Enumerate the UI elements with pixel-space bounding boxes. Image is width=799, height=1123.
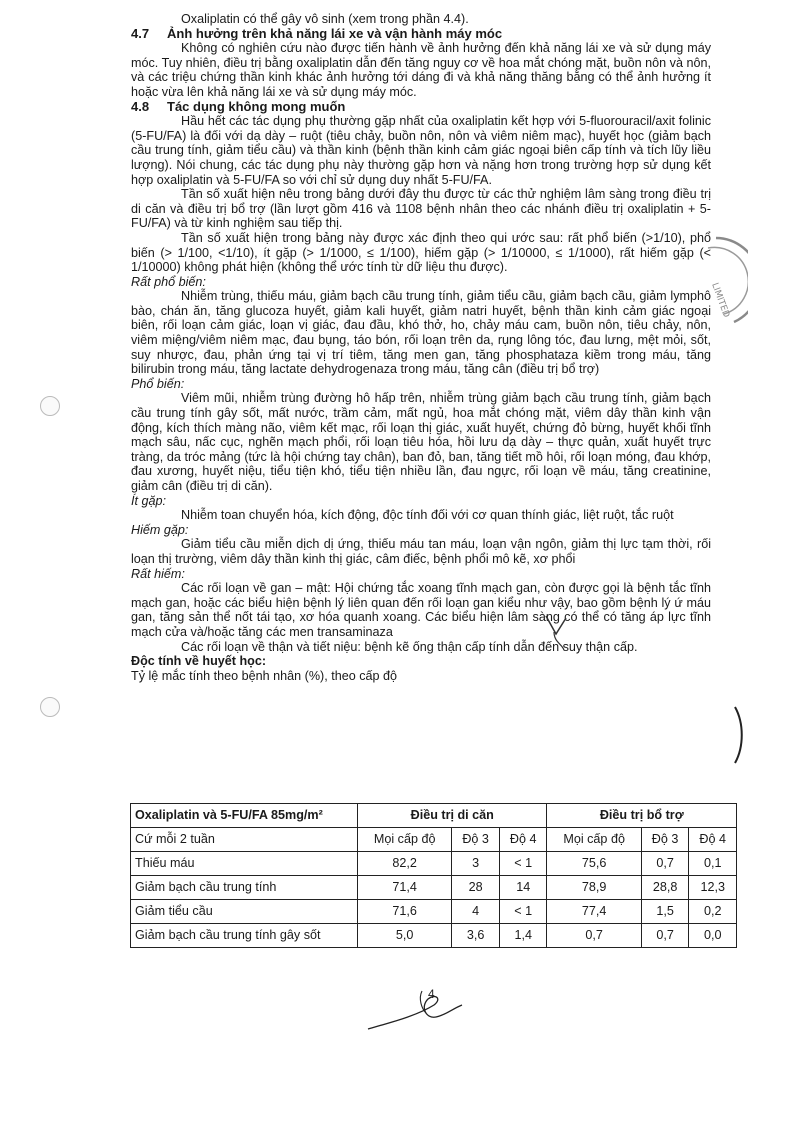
row-label: Giảm tiểu cầu bbox=[131, 900, 358, 924]
row-label: Giảm bạch cầu trung tính gây sốt bbox=[131, 924, 358, 948]
table-subheader-row bbox=[131, 828, 737, 852]
table-cell: < 1 bbox=[499, 900, 547, 924]
heading-very-common: Rất phổ biến: bbox=[131, 274, 206, 289]
table-cell: 28,8 bbox=[641, 876, 689, 900]
table-cell: 0,2 bbox=[689, 900, 737, 924]
table-row bbox=[131, 900, 737, 924]
column-header: Độ 3 bbox=[452, 828, 500, 852]
table-cell: 0,7 bbox=[547, 924, 641, 948]
paragraph-driving: Không có nghiên cứu nào được tiến hành về ảnh hưởng đến khả năng lái xe và sử dụng máy móc. Tuy nhiên, điều trị bằng oxaliplatin dẫn đến tăng nguy cơ về hoa mắt chóng mặt, buồn nôn và nôn, và các triệu chứng thần kinh khác ảnh hưởng tới dáng đi và khả năng thăng bằng có thể ảnh hưởng ít hoặc vừa lên khả năng lái xe và sử dụng máy móc. bbox=[131, 41, 711, 99]
table-cell: < 1 bbox=[499, 852, 547, 876]
stamp-text: LIMITED bbox=[709, 281, 731, 320]
heading-uncommon: Ít gặp: bbox=[131, 493, 167, 508]
section-title: Tác dụng không mong muốn bbox=[167, 98, 346, 114]
table-cell: 77,4 bbox=[547, 900, 641, 924]
hematologic-toxicity-table bbox=[130, 803, 737, 948]
section-4-8-heading bbox=[131, 100, 711, 115]
paragraph-infertility: Oxaliplatin có thể gây vô sinh (xem trong phần 4.4). bbox=[181, 12, 469, 26]
column-header: Độ 3 bbox=[641, 828, 689, 852]
list-very-rare-renal: Các rối loạn về thận và tiết niệu: bệnh kẽ ống thận cấp tính dẫn đến suy thận cấp. bbox=[181, 639, 638, 654]
table-cell: 5,0 bbox=[358, 924, 452, 948]
punch-hole-icon bbox=[40, 697, 60, 717]
punch-hole-icon bbox=[40, 396, 60, 416]
handwritten-mark-icon bbox=[540, 612, 580, 652]
table-cell: 0,1 bbox=[689, 852, 737, 876]
column-group-metastatic: Điều trị di căn bbox=[358, 804, 547, 828]
paragraph-frequency-source: Tần số xuất hiện nêu trong bảng dưới đây thu được từ các thử nghiệm lâm sàng trong điều trị di căn và điều trị bổ trợ (lần lượt gồm 416 và 1108 bệnh nhân theo các nhánh điều trị oxaliplatin + 5-FU/FA) và từ kinh nghiệm sau tiếp thị. bbox=[131, 187, 711, 231]
body-text bbox=[131, 12, 711, 683]
table-cell: 4 bbox=[452, 900, 500, 924]
row-label: Thiếu máu bbox=[131, 852, 358, 876]
table-row bbox=[131, 924, 737, 948]
table-row bbox=[131, 876, 737, 900]
section-number: 4.8 bbox=[131, 98, 150, 114]
list-rare: Giảm tiểu cầu miễn dịch dị ứng, thiếu máu tan máu, loạn vận ngôn, giảm thị lực tạm thời, rối loạn thị trường, viêm dây thần kinh thị giác, câm điếc, bệnh phổi mô kẽ, xơ phổi bbox=[131, 537, 711, 566]
list-common: Viêm mũi, nhiễm trùng đường hô hấp trên, nhiễm trùng giảm bạch cầu trung tính, giảm bạch cầu trung tính gây sốt, mất nước, trầm cảm, mất ngủ, hoa mắt chóng mặt, viêm dây thần kinh vận động, kích thích màng não, viêm kết mạc, rối loạn thị giác, xuất huyết, chứng đỏ bừng, huyết khối tĩnh mạch sâu, nấc cục, nghẽn mạch phổi, rối loạn tiêu hóa, hồi lưu dạ dày – thực quản, xuất huyết trực tràng, da tróc mảng (tức là hội chứng tay chân), ban đỏ, ban, tăng tiết mồ hôi, rối loạn móng, đau khớp, đau xương, huyết niệu, tiểu tiện khó, tiểu tiện nhiều lần, đau ngực, rối loạn về máu, tăng creatinine, giảm cân (điều trị di căn). bbox=[131, 391, 711, 493]
table-cell: 0,7 bbox=[641, 924, 689, 948]
table-cell: 1,5 bbox=[641, 900, 689, 924]
heading-rare: Hiếm gặp: bbox=[131, 522, 189, 537]
table-cell: 0,7 bbox=[641, 852, 689, 876]
list-very-rare-hepatic: Các rối loạn về gan – mật: Hội chứng tắc xoang tĩnh mạch gan, còn được gọi là bệnh tắc tĩnh mạch gan, hoặc các biểu hiện bệnh lý liên quan đến rối loạn gan kiểu như vậy, bao gồm bệnh lý ứ máu gan, tăng sản thể nốt tái tạo, xơ hóa quanh xoang. Các biểu hiện lâm sàng có thể có tăng áp lực tĩnh mạch cửa và/hoặc tăng các men transaminaza bbox=[131, 581, 711, 639]
column-header: Mọi cấp độ bbox=[547, 828, 641, 852]
table-cell: 3 bbox=[452, 852, 500, 876]
table-cell: 0,0 bbox=[689, 924, 737, 948]
row-label: Giảm bạch cầu trung tính bbox=[131, 876, 358, 900]
signature-icon bbox=[366, 985, 466, 1035]
paragraph-frequency-convention: Tần số xuất hiện trong bảng này được xác định theo qui ước sau: rất phổ biến (>1/10), phổ biến (> 1/100, <1/10), ít gặp (> 1/1000, ≤ 1/100), hiếm gặp (> 1/10000, ≤ 1/1000), rất hiếm gặp (< 1/10000) không phát hiện (không thể ước tính từ dữ liệu thu được). bbox=[131, 230, 711, 275]
margin-bracket-icon bbox=[732, 705, 746, 765]
table-row bbox=[131, 852, 737, 876]
table-cell: 71,6 bbox=[358, 900, 452, 924]
table-cell: 75,6 bbox=[547, 852, 641, 876]
paragraph-adverse-intro: Hầu hết các tác dụng phụ thường gặp nhất của oxaliplatin kết hợp với 5-fluorouracil/axit folinic (5-FU/FA) là đối với dạ dày – ruột (tiêu chảy, buồn nôn, nôn và viêm niêm mạc), huyết học (giảm bạch cầu trung tính, giảm tiểu cầu) và thần kinh (bệnh thần kinh cảm giác ngoại biên cấp tính và tích lũy liều lượng). Nói chung, các tác dụng phụ này thường gặp hơn và nặng hơn trong trường hợp sử dụng kết hợp oxaliplatin và 5-FU/FA so với chỉ sử dụng duy nhất 5-FU/FA. bbox=[131, 114, 711, 187]
company-stamp-icon bbox=[668, 234, 748, 330]
table-cell: 12,3 bbox=[689, 876, 737, 900]
page-number: 4 bbox=[428, 987, 435, 1001]
column-header: Độ 4 bbox=[499, 828, 547, 852]
table-cell: 1,4 bbox=[499, 924, 547, 948]
table-cell: 3,6 bbox=[452, 924, 500, 948]
heading-very-rare: Rất hiếm: bbox=[131, 566, 185, 581]
table-cell: 78,9 bbox=[547, 876, 641, 900]
section-number: 4.7 bbox=[131, 25, 150, 41]
section-4-7-heading bbox=[131, 27, 711, 42]
section-title: Ảnh hưởng trên khả năng lái xe và vận hành máy móc bbox=[167, 25, 503, 41]
column-header: Độ 4 bbox=[689, 828, 737, 852]
table-cell: 82,2 bbox=[358, 852, 452, 876]
table-corner-header: Oxaliplatin và 5-FU/FA 85mg/m² bbox=[131, 804, 358, 828]
table-header-row bbox=[131, 804, 737, 828]
heading-hematologic-toxicity: Độc tính về huyết học: bbox=[131, 654, 267, 669]
list-uncommon: Nhiễm toan chuyển hóa, kích động, độc tính đối với cơ quan thính giác, liệt ruột, tắc ruột bbox=[181, 508, 674, 523]
column-group-adjuvant: Điều trị bổ trợ bbox=[547, 804, 737, 828]
table-cell: 28 bbox=[452, 876, 500, 900]
list-very-common: Nhiễm trùng, thiếu máu, giảm bạch cầu trung tính, giảm tiểu cầu, giảm bạch cầu, giảm lymphô bào, chán ăn, tăng glucoza huyết, giảm kali huyết, giảm natri huyết, bệnh thần kinh cảm giác ngoại biên, rối loạn cảm giác, loạn vị giác, đau đầu, khó thở, ho, chảy máu cam, buồn nôn, tiêu chảy, nôn, viêm miệng/viêm niêm mạc, đau bụng, táo bón, rối loạn trên da, rụng lông tóc, đau lưng, mệt mỏi, sốt, suy nhược, đau, phản ứng tại vị trí tiêm, tăng men gan, tăng phosphataza kiềm trong máu, tăng bilirubin trong máu, tăng lactate dehydrogenaza trong máu, tăng cân (điều trị bổ trợ) bbox=[131, 289, 711, 377]
table-caption: Tỷ lệ mắc tính theo bệnh nhân (%), theo cấp độ bbox=[131, 668, 398, 683]
table-cell: 71,4 bbox=[358, 876, 452, 900]
table-cell: 14 bbox=[499, 876, 547, 900]
row-label: Cứ mỗi 2 tuần bbox=[131, 828, 358, 852]
heading-common: Phổ biến: bbox=[131, 376, 185, 391]
column-header: Mọi cấp độ bbox=[358, 828, 452, 852]
